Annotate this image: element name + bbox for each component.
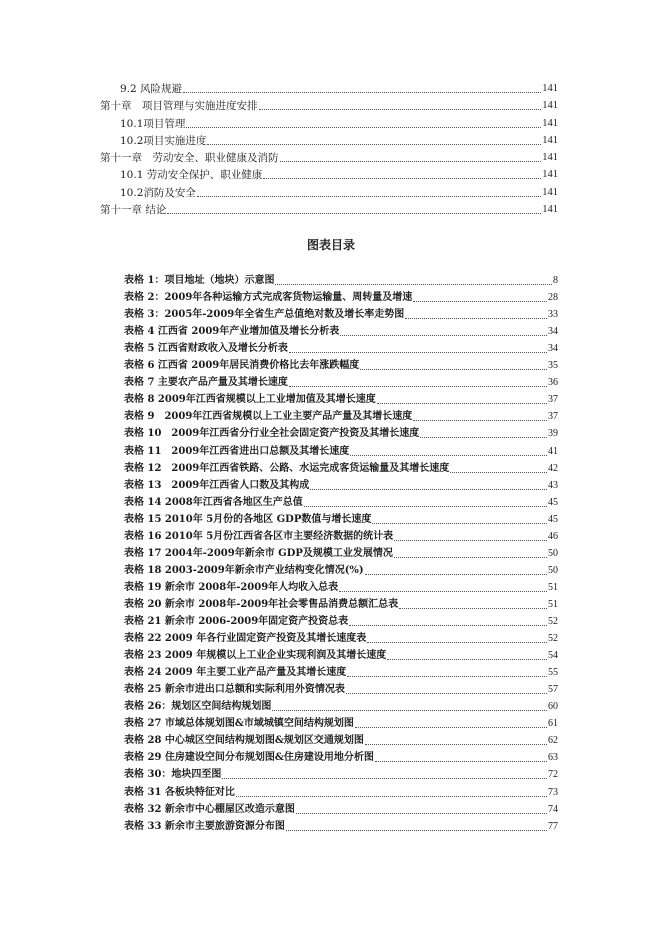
figure-entry[interactable] bbox=[124, 820, 558, 834]
figure-entry-label: 表格 23 2009 年规模以上工业企业实现利润及其增长速度 bbox=[124, 650, 387, 662]
dot-leader bbox=[207, 144, 541, 145]
figure-entry-label: 表格 2：2009年各种运输方式完成客货物运输量、周转量及增速 bbox=[124, 292, 413, 304]
figure-entry-label: 表格 12 2009年江西省铁路、公路、水运完成客货运输量及其增长速度 bbox=[124, 462, 450, 474]
figure-entry[interactable] bbox=[124, 445, 558, 459]
figure-entry-page: 72 bbox=[548, 769, 558, 781]
figure-entry-label: 表格 17 2004年-2009年新余市 GDP及规模工业发展情况 bbox=[124, 547, 393, 559]
figure-entry-label: 表格 22 2009 年各行业固定资产投资及其增长速度表 bbox=[124, 633, 367, 645]
figure-entry-label: 表格 32 新余市中心棚屋区改造示意图 bbox=[124, 803, 295, 815]
dot-leader bbox=[339, 591, 547, 592]
dot-leader bbox=[355, 727, 547, 728]
toc-entry[interactable] bbox=[120, 134, 558, 148]
toc-entry-page: 141 bbox=[542, 204, 558, 215]
dot-leader bbox=[377, 403, 547, 404]
toc-entry-label: 10.1 劳动安全保护、职业健康 bbox=[120, 169, 263, 181]
dot-leader bbox=[367, 642, 547, 643]
dot-leader bbox=[350, 455, 547, 456]
figure-entry-page: 62 bbox=[548, 735, 558, 747]
figure-entry-label: 表格 1：项目地址（地块）示意图 bbox=[124, 275, 275, 286]
figure-entry-page: 73 bbox=[548, 786, 558, 798]
figure-entry-label: 表格 28 中心城区空间结构规划图&规划区交通规划图 bbox=[124, 735, 364, 747]
dot-leader bbox=[405, 318, 547, 319]
figure-entry-label: 表格 26：规划区空间结构规划图 bbox=[124, 701, 272, 713]
figure-entry-page: 34 bbox=[548, 343, 558, 355]
figure-entry-page: 63 bbox=[548, 752, 558, 764]
dot-leader bbox=[289, 386, 547, 387]
toc-entry-label: 10.2消防及安全 bbox=[120, 187, 196, 199]
figure-entry-page: 46 bbox=[548, 530, 558, 542]
figure-entry[interactable] bbox=[124, 649, 558, 663]
figure-entry-label: 表格 5 江西省财政收入及增长分析表 bbox=[124, 343, 288, 355]
figure-entry-page: 37 bbox=[548, 411, 558, 423]
figure-entry[interactable] bbox=[124, 683, 558, 697]
figure-entry[interactable] bbox=[124, 393, 558, 407]
figure-entry[interactable] bbox=[124, 410, 558, 424]
figure-entry-label: 表格 4 江西省 2009年产业增加值及增长分析表 bbox=[124, 326, 340, 338]
toc-entry-page: 141 bbox=[542, 83, 558, 94]
figure-entry-label: 表格 33 新余市主要旅游资源分布图 bbox=[124, 820, 285, 832]
dot-leader bbox=[275, 284, 552, 285]
dot-leader bbox=[280, 161, 542, 162]
dot-leader bbox=[346, 693, 547, 694]
figure-entry[interactable] bbox=[124, 632, 558, 646]
figure-entry-label: 表格 18 2003-2009年新余市产业结构变化情况(%) bbox=[124, 564, 364, 576]
figure-entry-label: 表格 3：2005年-2009年全省生产总值绝对数及增长率走势图 bbox=[124, 309, 405, 321]
figure-entry[interactable] bbox=[124, 717, 558, 731]
figure-entry-page: 61 bbox=[548, 718, 558, 730]
dot-leader bbox=[263, 178, 541, 179]
figure-entry-page: 8 bbox=[553, 275, 558, 286]
figure-entry-page: 50 bbox=[548, 547, 558, 559]
figure-entry-label: 表格 21 新余市 2006-2009年固定资产投资总表 bbox=[124, 616, 349, 627]
figure-entry[interactable] bbox=[124, 700, 558, 714]
figure-entry[interactable] bbox=[124, 530, 558, 544]
figure-entry[interactable] bbox=[124, 308, 558, 322]
toc-entry-page: 141 bbox=[542, 187, 558, 198]
toc-entry[interactable] bbox=[120, 168, 558, 182]
figure-entry-page: 77 bbox=[548, 820, 558, 832]
figure-entry-page: 45 bbox=[548, 513, 558, 525]
figure-entry[interactable] bbox=[124, 342, 558, 356]
figures-heading: 图表目录 bbox=[306, 238, 355, 252]
figure-entry-label: 表格 20 新余市 2008年-2009年社会零售品消费总额汇总表 bbox=[124, 598, 399, 610]
figure-entry[interactable] bbox=[124, 479, 558, 493]
figure-entry-page: 34 bbox=[548, 326, 558, 338]
dot-leader bbox=[349, 625, 547, 626]
figure-entry[interactable] bbox=[124, 803, 558, 817]
figure-entry-page: 51 bbox=[548, 581, 558, 593]
figure-entry[interactable] bbox=[124, 325, 558, 339]
figure-entry-page: 41 bbox=[548, 445, 558, 457]
dot-leader bbox=[372, 523, 547, 524]
dot-leader bbox=[450, 472, 547, 473]
dot-leader bbox=[186, 127, 541, 128]
dot-leader bbox=[360, 369, 547, 370]
dot-leader bbox=[365, 574, 547, 575]
figure-entry-label: 表格 7 主要农产品产量及其增长速度 bbox=[124, 377, 288, 389]
figure-entry-label: 表格 19 新余市 2008年-2009年人均收入总表 bbox=[124, 581, 339, 593]
figure-entry-label: 表格 9 2009年江西省规模以上工业主要产品产量及其增长速度 bbox=[124, 411, 413, 423]
toc-entry[interactable] bbox=[100, 151, 558, 165]
figure-entry-page: 55 bbox=[548, 667, 558, 679]
figure-entry-page: 37 bbox=[548, 394, 558, 406]
figure-entry[interactable] bbox=[124, 462, 558, 476]
figure-entry-label: 表格 25 新余市进出口总额和实际利用外资情况表 bbox=[124, 684, 345, 696]
toc-entry[interactable] bbox=[100, 99, 558, 113]
figure-entry-page: 39 bbox=[548, 428, 558, 440]
figure-entry[interactable] bbox=[124, 734, 558, 748]
figure-entry-label: 表格 15 2010年 5月份的各地区 GDP数值与增长速度 bbox=[124, 513, 372, 525]
dot-leader bbox=[310, 489, 547, 490]
dot-leader bbox=[347, 676, 547, 677]
dot-leader bbox=[420, 437, 547, 438]
figure-entry-label: 表格 30：地块四至图 bbox=[124, 769, 222, 781]
figure-entry-page: 28 bbox=[548, 292, 558, 304]
figure-entry[interactable] bbox=[124, 598, 558, 612]
dot-leader bbox=[296, 813, 547, 814]
figure-entry[interactable] bbox=[124, 513, 558, 527]
dot-leader bbox=[394, 540, 547, 541]
toc-entry-page: 141 bbox=[542, 118, 558, 129]
toc-entry-label: 第十一章 劳动安全、职业健康及消防 bbox=[100, 152, 279, 164]
figure-entry-page: 74 bbox=[548, 803, 558, 815]
figure-entry-page: 57 bbox=[548, 684, 558, 696]
dot-leader bbox=[413, 420, 547, 421]
figure-entry-page: 60 bbox=[548, 701, 558, 713]
toc-entry[interactable] bbox=[120, 186, 558, 200]
figure-entry-label: 表格 16 2010年 5月份江西省各区市主要经济数据的统计表 bbox=[124, 530, 394, 542]
toc-entry-label: 9.2 风险规避 bbox=[120, 83, 183, 95]
toc-entry[interactable] bbox=[120, 117, 558, 131]
toc-entry-page: 141 bbox=[542, 100, 558, 111]
figure-entry[interactable] bbox=[124, 291, 558, 305]
figure-entry[interactable] bbox=[124, 751, 558, 765]
figure-entry[interactable] bbox=[124, 581, 558, 595]
dot-leader bbox=[375, 761, 547, 762]
figure-entry-page: 54 bbox=[548, 650, 558, 662]
figure-entry-label: 表格 11 2009年江西省进出口总额及其增长速度 bbox=[124, 445, 350, 457]
figure-entry-page: 51 bbox=[548, 598, 558, 610]
toc-entry[interactable] bbox=[100, 203, 558, 217]
dot-leader bbox=[394, 557, 547, 558]
dot-leader bbox=[183, 92, 541, 93]
figure-entry-page: 50 bbox=[548, 564, 558, 576]
dot-leader bbox=[286, 830, 547, 831]
dot-leader bbox=[399, 608, 547, 609]
figure-entry-page: 36 bbox=[548, 377, 558, 389]
figure-entry-page: 42 bbox=[548, 462, 558, 474]
dot-leader bbox=[340, 335, 547, 336]
dot-leader bbox=[365, 744, 547, 745]
figure-entry-label: 表格 29 住房建设空间分布规划图&住房建设用地分析图 bbox=[124, 752, 374, 764]
figure-entry-label: 表格 8 2009年江西省规模以上工业增加值及其增长速度 bbox=[124, 394, 376, 406]
dot-leader bbox=[259, 109, 542, 110]
figure-entry[interactable] bbox=[124, 615, 558, 629]
figure-entry-label: 表格 27 市域总体规划图&市域城镇空间结构规划图 bbox=[124, 718, 354, 730]
dot-leader bbox=[387, 659, 547, 660]
toc-entry[interactable] bbox=[120, 82, 558, 96]
figure-entry[interactable] bbox=[124, 359, 558, 373]
figure-entry-label: 表格 13 2009年江西省人口数及其构成 bbox=[124, 479, 310, 491]
figure-entry-label: 表格 14 2008年江西省各地区生产总值 bbox=[124, 496, 303, 508]
figure-entry-label: 表格 24 2009 年主要工业产品产量及其增长速度 bbox=[124, 667, 347, 679]
figure-entry-page: 45 bbox=[548, 496, 558, 508]
figure-entry[interactable] bbox=[124, 496, 558, 510]
toc-entry-page: 141 bbox=[542, 169, 558, 180]
figure-entry[interactable] bbox=[124, 376, 558, 390]
dot-leader bbox=[413, 301, 547, 302]
toc-entry-label: 第十一章 结论 bbox=[100, 204, 167, 216]
figure-entry[interactable] bbox=[124, 547, 558, 561]
toc-entry-label: 第十章 项目管理与实施进度安排 bbox=[100, 100, 258, 112]
dot-leader bbox=[304, 506, 547, 507]
figure-entry-label: 表格 31 各板块特征对比 bbox=[124, 786, 235, 798]
figure-entry[interactable] bbox=[124, 666, 558, 680]
toc-entry-page: 141 bbox=[542, 135, 558, 146]
toc-entry-label: 10.2项目实施进度 bbox=[120, 135, 207, 147]
figure-entry-page: 35 bbox=[548, 360, 558, 372]
figure-entry-label: 表格 6 江西省 2009年居民消费价格比去年涨跌幅度 bbox=[124, 360, 360, 372]
figure-entry-page: 33 bbox=[548, 309, 558, 321]
dot-leader bbox=[167, 213, 541, 214]
dot-leader bbox=[272, 710, 547, 711]
figure-entry[interactable] bbox=[124, 768, 558, 782]
figure-entry-label: 表格 10 2009年江西省分行业全社会固定资产投资及其增长速度 bbox=[124, 428, 420, 440]
figure-entry-page: 52 bbox=[548, 616, 558, 627]
dot-leader bbox=[222, 778, 547, 779]
dot-leader bbox=[236, 796, 547, 797]
figure-entry[interactable] bbox=[124, 427, 558, 441]
dot-leader bbox=[289, 352, 547, 353]
figure-entry-page: 52 bbox=[548, 633, 558, 645]
toc-entry-page: 141 bbox=[542, 152, 558, 163]
figure-entry-page: 43 bbox=[548, 479, 558, 491]
toc-entry-label: 10.1项目管理 bbox=[120, 118, 186, 130]
figure-entry[interactable] bbox=[124, 564, 558, 578]
figure-entry[interactable] bbox=[124, 274, 558, 288]
figure-entry[interactable] bbox=[124, 786, 558, 800]
dot-leader bbox=[197, 196, 541, 197]
